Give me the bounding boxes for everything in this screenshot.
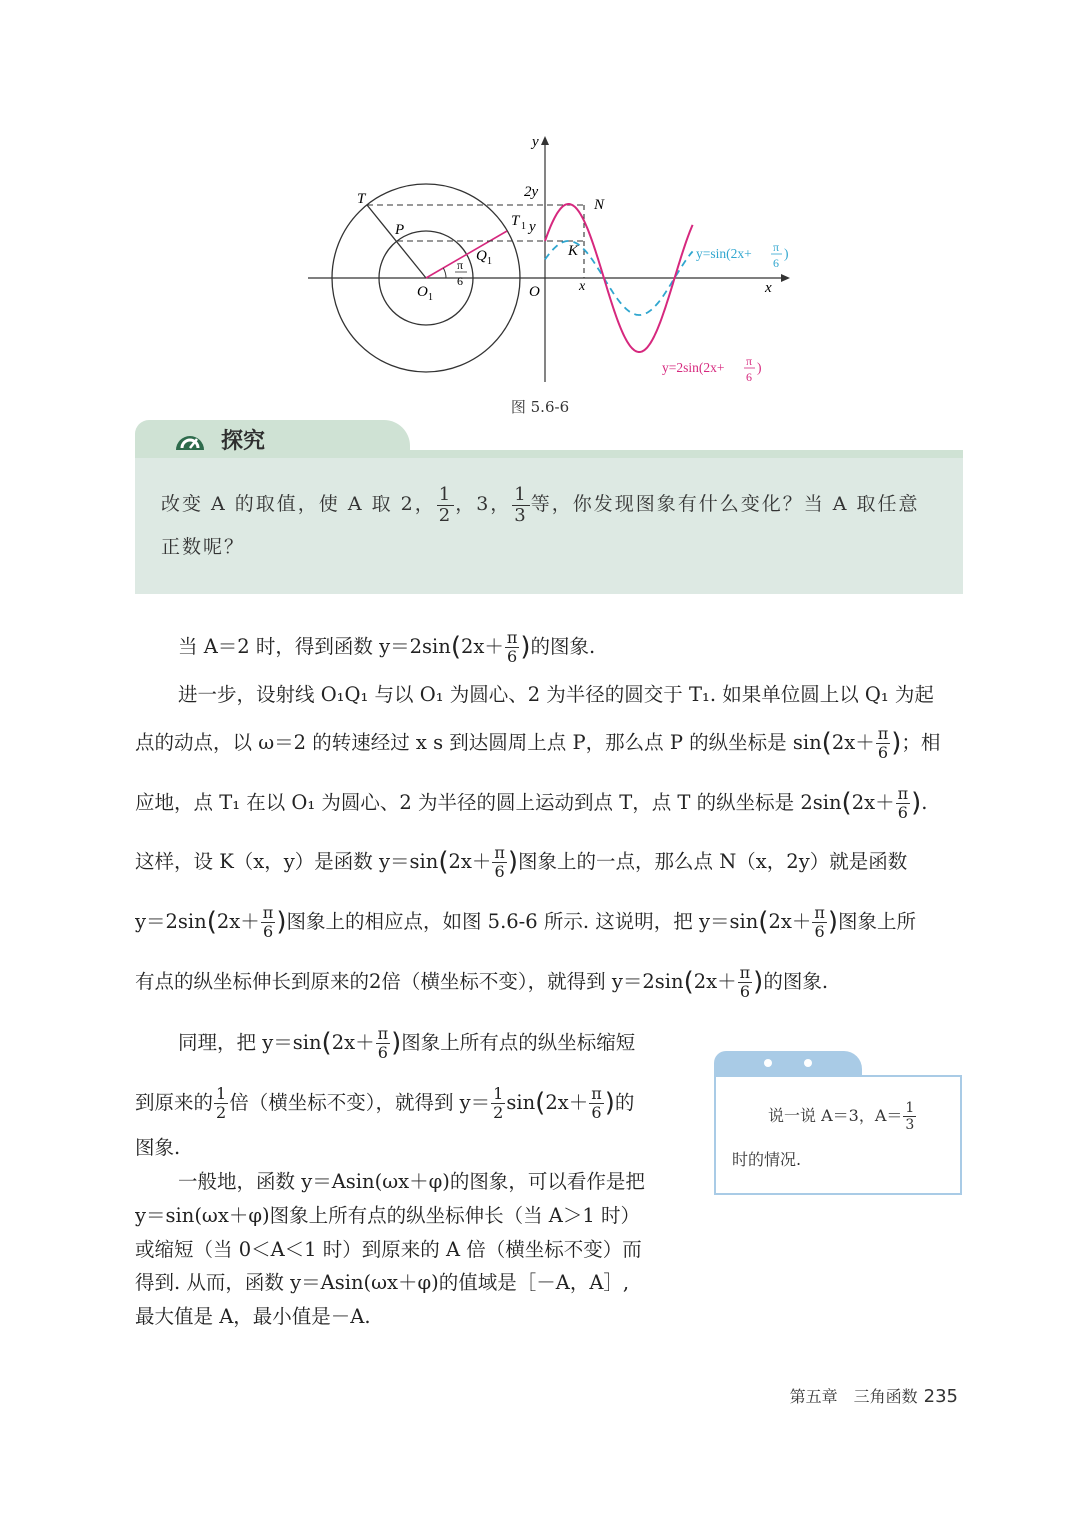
- note-text-line1: 说一说 A＝3，A＝ $\frac{1}{3}$: [768, 1100, 915, 1133]
- angle-pi: π: [457, 258, 464, 272]
- point-Q1-subscript: 1: [487, 256, 492, 267]
- paragraph-line: y＝sin(ωx＋φ)图象上所有点的纵坐标伸长（当 A＞1 时）: [135, 1204, 640, 1227]
- paragraph-line: 有点的纵坐标伸长到原来的2倍（横坐标不变），就得到 y＝2sin(2x＋ $\frac{\pi}{6}$ )的图象.: [135, 965, 829, 1000]
- paragraph-line: 得到. 从而，函数 y＝Asin(ωx＋φ)的值域是［－A，A］,: [135, 1271, 630, 1294]
- ray-O1-T1: [426, 231, 507, 278]
- paragraph-line: 同理，把 y＝sin(2x＋ $\frac{\pi}{6}$ )图象上所有点的纵坐标缩短: [178, 1026, 636, 1061]
- svg-text:6: 6: [773, 256, 779, 270]
- x-axis-label: x: [765, 280, 772, 296]
- angle-arc: [443, 268, 446, 278]
- origin-label: O: [529, 284, 540, 300]
- y-axis-label: y: [532, 134, 539, 150]
- svg-text:π: π: [746, 354, 753, 368]
- svg-text:): ): [784, 246, 789, 261]
- point-N-label: N: [594, 197, 605, 213]
- point-T1-subscript: 1: [521, 221, 526, 232]
- paragraph-line: 最大值是 A，最小值是－A.: [135, 1305, 371, 1328]
- paragraph-line: 到原来的 $\frac{1}{2}$ 倍（横坐标不变），就得到 y＝ $\frac{1}{2}$ sin(2x＋ $\frac{\pi}{6}$ )的: [135, 1086, 635, 1121]
- center-O1-subscript: 1: [428, 292, 433, 303]
- point-K-label: K: [568, 243, 579, 259]
- y-tick-label: y: [529, 219, 536, 235]
- paragraph-line: 当 A＝2 时，得到函数 y＝2sin(2x＋ $\frac{\pi}{6}$ )的图象.: [178, 630, 596, 665]
- svg-text:π: π: [773, 240, 780, 254]
- svg-text:): ): [757, 360, 762, 375]
- dot-icon: [764, 1059, 772, 1067]
- paragraph-line: 这样，设 K（x，y）是函数 y＝sin(2x＋ $\frac{\pi}{6}$ )图象上的一点，那么点 N（x，2y）就是函数: [135, 845, 908, 880]
- side-note: [714, 1051, 962, 1195]
- explore-question-line1: 改变 A 的取值，使 A 取 2， $\frac{1}{2}$ ，3， $\frac{1}{3}$ 等，你发现图象有什么变化？当 A 取任意: [161, 483, 920, 526]
- curve-sin-label: y=sin(2x+: [696, 246, 752, 261]
- paragraph-line: 点的动点，以 ω＝2 的转速经过 x s 到达圆周上点 P，那么点 P 的纵坐标是 sin(2x＋ $\frac{\pi}{6}$ )；相: [135, 726, 941, 761]
- point-T1-label: T: [511, 213, 520, 229]
- paragraph-line: 应地，点 T₁ 在以 O₁ 为圆心、2 为半径的圆上运动到点 T，点 T 的纵坐标是 2sin(2x＋ $\frac{\pi}{6}$ ).: [135, 786, 928, 821]
- explore-box: [135, 420, 963, 594]
- paragraph-line: 一般地，函数 y＝Asin(ωx＋φ)的图象，可以看作是把: [178, 1170, 645, 1193]
- paragraph-line: 进一步，设射线 O₁Q₁ 与以 O₁ 为圆心、2 为半径的圆交于 T₁. 如果单位圆上以 Q₁ 为起: [178, 683, 934, 706]
- x-axis-arrow: [781, 274, 790, 282]
- dot-icon: [804, 1059, 812, 1067]
- explore-speedometer-icon: [173, 426, 207, 456]
- point-T-label: T: [357, 191, 366, 207]
- sine-transform-diagram: [300, 130, 800, 390]
- x-tick-label: x: [579, 279, 586, 294]
- figure-5-6-6: [300, 130, 800, 390]
- note-text-line2: 时的情况.: [732, 1150, 802, 1169]
- page-number: 235: [923, 1386, 958, 1407]
- paragraph-line: 或缩短（当 0＜A＜1 时）到原来的 A 倍（横坐标不变）而: [135, 1238, 642, 1261]
- two-y-label: 2y: [524, 184, 539, 200]
- explore-title: 探究: [221, 429, 266, 454]
- paragraph-line: 图象.: [135, 1136, 181, 1159]
- paragraph-line: y＝2sin(2x＋ $\frac{\pi}{6}$ )图象上的相应点，如图 5.6-6 所示. 这说明，把 y＝sin(2x＋ $\frac{\pi}{6}$ )图象上所: [135, 905, 917, 940]
- angle-six: 6: [457, 274, 463, 288]
- point-P-label: P: [395, 222, 405, 238]
- curve-2sin-label: y=2sin(2x+: [662, 360, 725, 375]
- page-footer: [790, 1384, 958, 1407]
- point-Q1-label: Q: [476, 248, 487, 264]
- center-O1-label: O: [417, 284, 428, 300]
- explore-question-line2: 正数呢？: [161, 536, 246, 558]
- figure-caption: 图 5.6-6: [510, 398, 570, 416]
- y-axis-arrow: [541, 136, 549, 145]
- chapter-title: 第五章 三角函数: [789, 1387, 918, 1406]
- svg-text:6: 6: [746, 370, 752, 384]
